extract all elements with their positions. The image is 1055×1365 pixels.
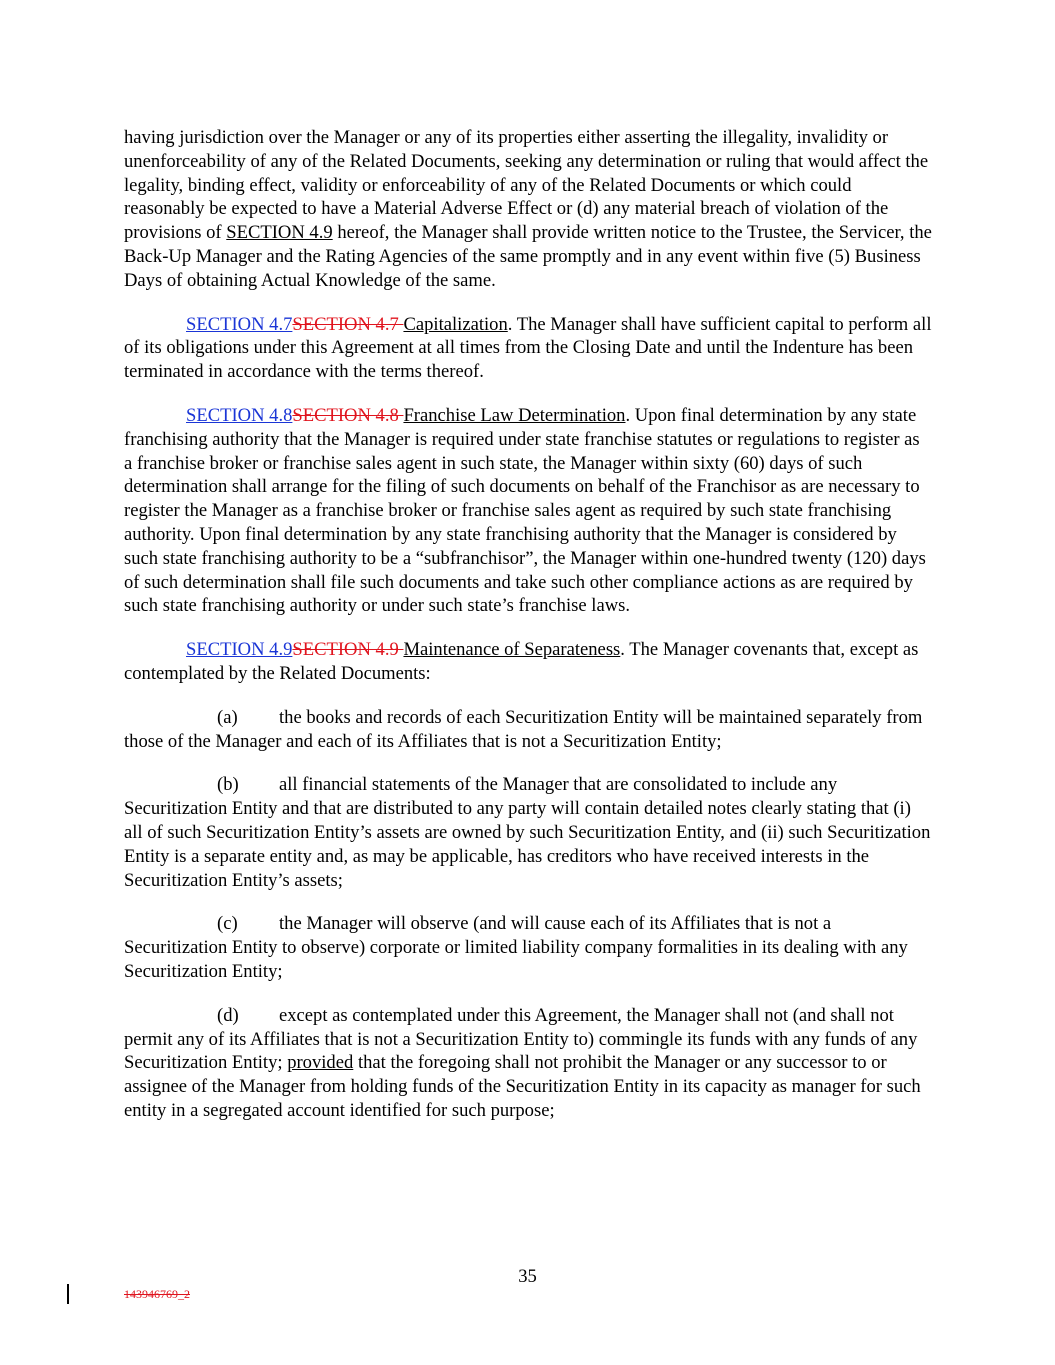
item-label: (b) xyxy=(217,774,239,796)
document-id: 143946769_2 xyxy=(124,1287,190,1301)
list-item-b: (b) all financial statements of the Manager that are consolidated to include any Securitization Entity and that are distributed to any party will contain detailed notes clearly stating that (i) all of such Securitization Entity’s assets are owned by such Securitization Entity, and (ii) such Securitization Entity is a separate entity and, as may be applicable, has creditors who have received interests in the Securitization Entity’s assets; xyxy=(124,774,931,891)
section-title: Maintenance of Separateness xyxy=(403,639,621,661)
inserted-section-number[interactable]: SECTION 4.8 xyxy=(186,404,293,426)
provided-term: provided xyxy=(287,1052,354,1074)
section-title: Capitalization xyxy=(403,313,508,335)
section-4-8: SECTION 4.8SECTION 4.8 Franchise Law Determination. Upon final determination by any state franchising authority that the Manager is required under state franchise statutes or regulations to register as a franchise broker or franchise sales agent in such state, the Manager within sixty (60) days of such determination shall arrange for the filing of such documents on behalf of the Franchisor as are necessary to register the Manager as a franchise broker or franchise sales agent as required by such state franchising authority. Upon final determination by any state franchising authority that the Manager is considered by such state franchising authority to be a “subfranchisor”, the Manager within one-hundred twenty (120) days of such determination shall file such documents and take such other compliance actions as are required by such state franchising authority or under such state’s franchise laws. xyxy=(124,404,926,617)
inserted-section-number[interactable]: SECTION 4.7 xyxy=(186,313,293,335)
item-label: (d) xyxy=(217,1004,239,1026)
section-4-9: SECTION 4.9SECTION 4.9 Maintenance of Separateness. The Manager covenants that, except as contemplated by the Related Documents: xyxy=(124,639,919,684)
page-number: 35 xyxy=(518,1266,537,1287)
deleted-section-number: SECTION 4.8 xyxy=(292,404,404,426)
deleted-section-number: SECTION 4.9 xyxy=(292,639,404,661)
list-item-c: (c) the Manager will observe (and will cause each of its Affiliates that is not a Securitization Entity to observe) corporate or limited liability company formalities in its dealing with any Securitization Entity; xyxy=(124,913,908,982)
section-reference: SECTION 4.9 xyxy=(226,222,333,244)
item-label: (a) xyxy=(217,706,238,728)
section-4-7: SECTION 4.7SECTION 4.7 Capitalization. The Manager shall have sufficient capital to perform all of its obligations under this Agreement at all times from the Closing Date and until the Indenture has been terminated in accordance with the terms thereof. xyxy=(124,313,932,383)
item-label: (c) xyxy=(217,913,238,935)
list-item-d: (d) except as contemplated under this Agreement, the Manager shall not (and shall not permit any of its Affiliates that is not a Securitization Entity to) commingle its funds with any funds of any Securitization Entity; provided that the foregoing shall not prohibit the Manager or any successor to or assignee of the Manager from holding funds of the Securitization Entity in its capacity as manager for such entity in a segregated account identified for such purpose; xyxy=(124,1004,921,1121)
list-item-a: (a) the books and records of each Securitization Entity will be maintained separately from those of the Manager and each of its Affiliates that is not a Securitization Entity; xyxy=(124,706,923,752)
section-title: Franchise Law Determination xyxy=(403,404,626,426)
paragraph-continuation: having jurisdiction over the Manager or any of its properties either asserting the illegality, invalidity or unenforceability of any of the Related Documents, seeking any determination or ruling that would affect the legality, binding effect, validity or enforceability of any of the Related Documents or which could reasonably be expected to have a Material Adverse Effect or (d) any material breach of violation of the provisions of SECTION 4.9 hereof, the Manager shall provide written notice to the Trustee, the Servicer, the Back-Up Manager and the Rating Agencies of the same promptly and in any event within five (5) Business Days of obtaining Actual Knowledge of the same. xyxy=(124,127,932,291)
inserted-section-number[interactable]: SECTION 4.9 xyxy=(186,639,293,661)
change-bar xyxy=(67,1284,69,1304)
document-body xyxy=(124,126,932,1143)
deleted-section-number: SECTION 4.7 xyxy=(292,313,404,335)
